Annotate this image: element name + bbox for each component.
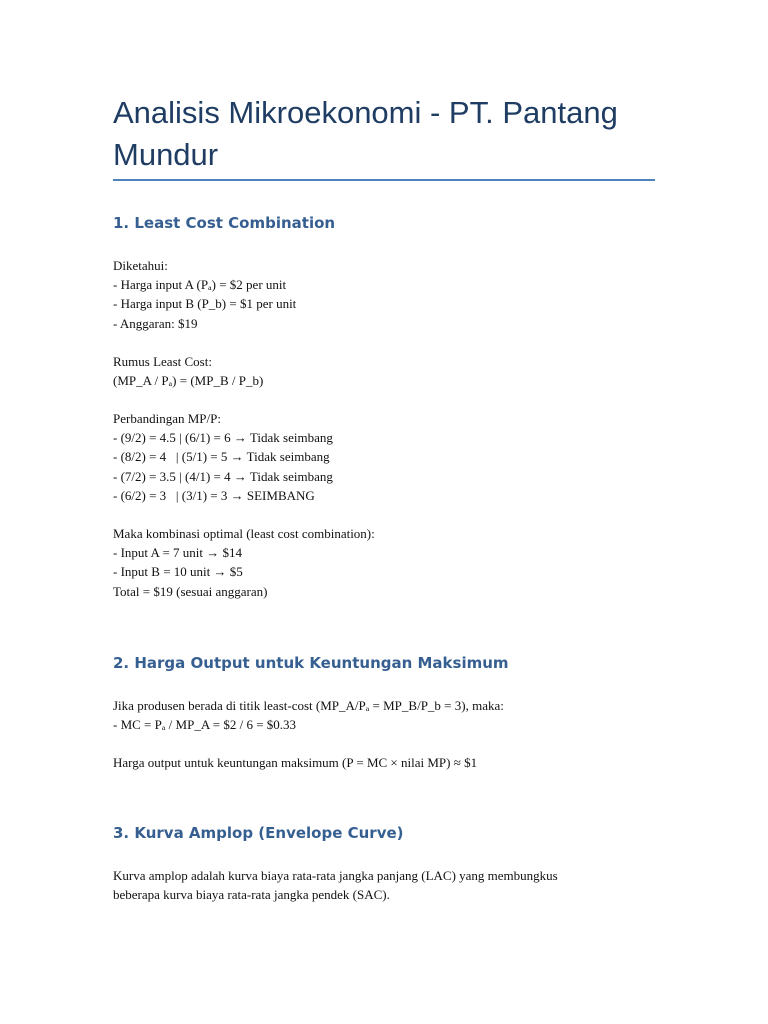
- text-line: - Input A = 7 unit → $14: [113, 545, 243, 561]
- paragraph-rumus: [113, 352, 658, 390]
- text-line: (MP_A / Pₐ) = (MP_B / P_b): [113, 373, 264, 389]
- text-line: Diketahui:: [113, 258, 168, 273]
- text-line: - Input B = 10 unit → $5: [113, 564, 243, 580]
- text-line: - (9/2) = 4.5 | (6/1) = 6 → Tidak seimbang: [113, 430, 333, 446]
- text-line: - (8/2) = 4 | (5/1) = 5 → Tidak seimbang: [113, 449, 330, 465]
- section-heading-kurva-amplop: 3. Kurva Amplop (Envelope Curve): [113, 824, 404, 842]
- text-line: - Anggaran: $19: [113, 315, 198, 331]
- text-line: Perbandingan MP/P:: [113, 411, 221, 426]
- text-line: - Harga input B (P_b) = $1 per unit: [113, 296, 297, 312]
- paragraph-least-cost-point: [113, 696, 658, 734]
- text-line: Jika produsen berada di titik least-cost (MP_A/Pₐ = MP_B/P_b = 3), maka:: [113, 698, 504, 713]
- text-line: - MC = Pₐ / MP_A = $2 / 6 = $0.33: [113, 717, 297, 733]
- paragraph-kurva-amplop: [113, 866, 658, 904]
- text-line: Harga output untuk keuntungan maksimum (P = MC × nilai MP) ≈ $1: [113, 755, 478, 770]
- title-underline: [113, 179, 655, 181]
- paragraph-diketahui: [113, 256, 658, 333]
- text-line: Rumus Least Cost:: [113, 354, 212, 369]
- text-line: Maka kombinasi optimal (least cost combination):: [113, 526, 375, 541]
- text-line: - (6/2) = 3 | (3/1) = 3 → SEIMBANG: [113, 487, 315, 503]
- paragraph-kombinasi: [113, 524, 658, 601]
- text-line: - Harga input A (Pₐ) = $2 per unit: [113, 277, 287, 293]
- text-line: beberapa kurva biaya rata-rata jangka pendek (SAC).: [113, 887, 390, 903]
- section-heading-least-cost: 1. Least Cost Combination: [113, 214, 336, 232]
- section-heading-harga-output: 2. Harga Output untuk Keuntungan Maksimum: [113, 654, 509, 672]
- paragraph-perbandingan: [113, 409, 658, 505]
- text-line: Kurva amplop adalah kurva biaya rata-rata jangka panjang (LAC) yang membungkus: [113, 868, 558, 883]
- text-line: - (7/2) = 3.5 | (4/1) = 4 → Tidak seimbang: [113, 468, 333, 484]
- text-line: Total = $19 (sesuai anggaran): [113, 583, 268, 599]
- document-title: Analisis Mikroekonomi - PT. Pantang Mundur: [113, 95, 618, 172]
- paragraph-harga-output: [113, 753, 658, 772]
